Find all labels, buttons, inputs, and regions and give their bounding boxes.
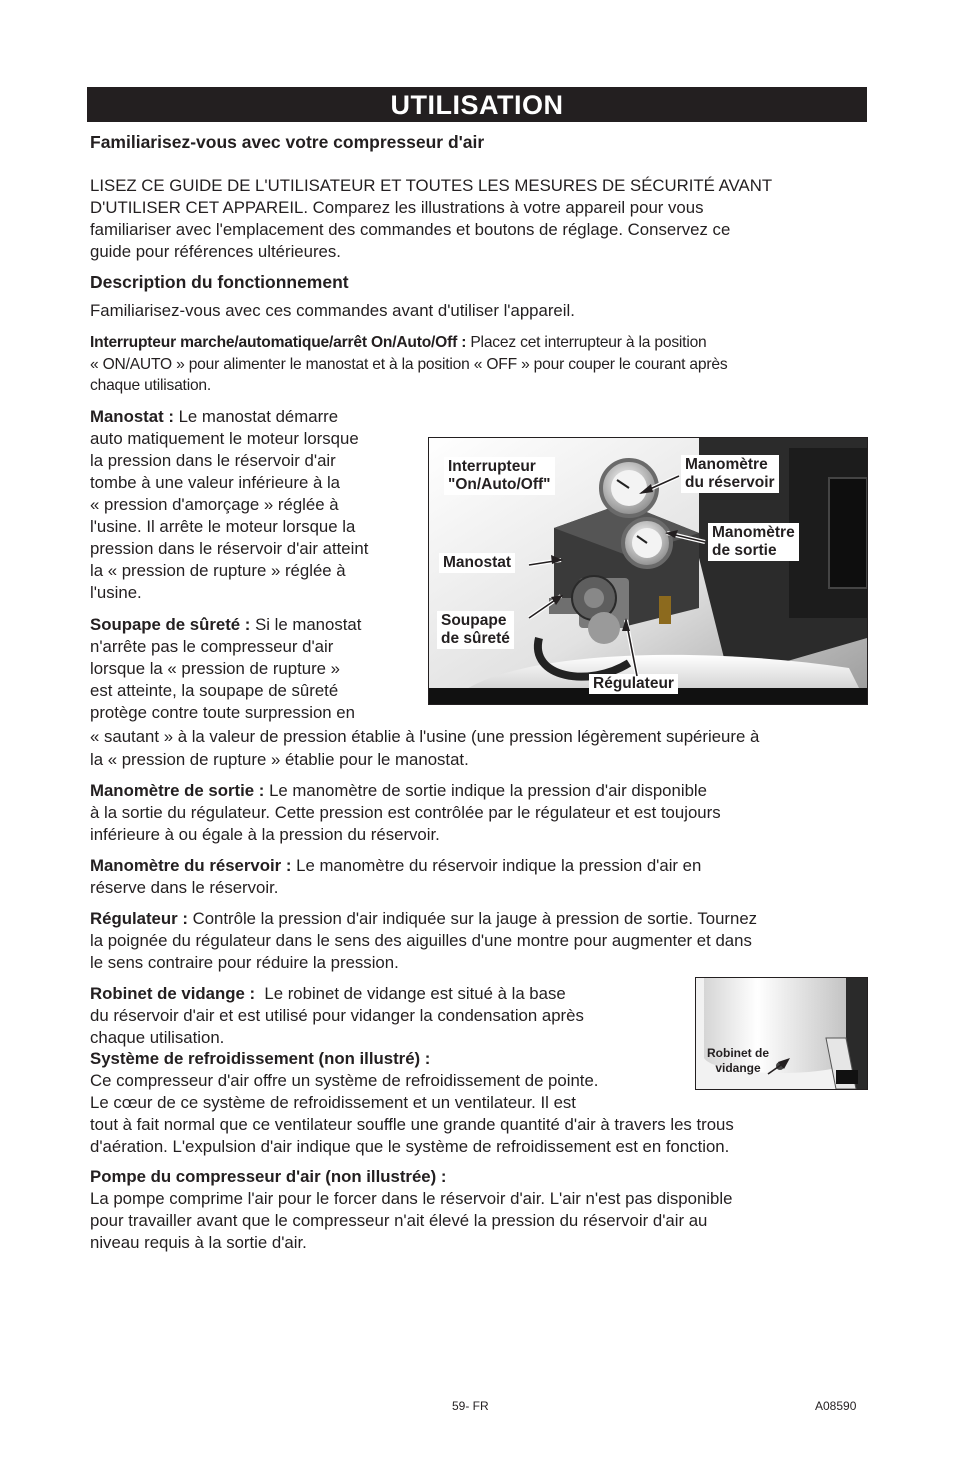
drain-valve-paragraph	[90, 983, 690, 1049]
compressor-controls-figure	[428, 437, 868, 705]
text-line: pour travailler avant que le compresseur n'ait élevé la pression du réservoir d'air au	[90, 1211, 708, 1230]
intro-paragraph	[90, 175, 772, 263]
callout-drain-valve: Robinet de vidange	[707, 1046, 769, 1075]
text-line: la poignée du régulateur dans le sens des aiguilles d'une montre pour augmenter et dans	[90, 931, 752, 950]
text-line: le sens contraire pour réduire la pression.	[90, 953, 399, 972]
outlet-gauge-paragraph	[90, 780, 721, 846]
text-line: Robinet de vidange : Le robinet de vidange est situé à la base	[90, 984, 566, 1003]
text-line: D'UTILISER CET APPAREIL. Comparez les illustrations à votre appareil pour vous	[90, 198, 704, 217]
section-heading-description: Description du fonctionnement	[90, 272, 349, 292]
pump-paragraph	[90, 1166, 732, 1254]
text-line: La pompe comprime l'air pour le forcer dans le réservoir d'air. L'air n'est pas disponible	[90, 1189, 733, 1208]
regulator-paragraph	[90, 908, 757, 974]
callout-manostat: Manostat	[439, 553, 515, 573]
text-line: auto matiquement le moteur lorsque	[90, 429, 359, 448]
text-line: est atteinte, la soupape de sûreté	[90, 681, 339, 700]
text-line: « pression d'amorçage » réglée à	[90, 495, 339, 514]
text-line: lorsque la « pression de rupture »	[90, 659, 341, 678]
callout-tank-gauge: Manomètre du réservoir	[681, 455, 779, 493]
text-line: niveau requis à la sortie d'air.	[90, 1233, 307, 1252]
text-line: Régulateur : Contrôle la pression d'air indiquée sur la jauge à pression de sortie. Tournez	[90, 909, 758, 928]
text-line: Ce compresseur d'air offre un système de refroidissement de pointe.	[90, 1071, 599, 1090]
section-heading-familiarize: Familiarisez-vous avec votre compresseur d'air	[90, 132, 485, 152]
switch-paragraph	[90, 332, 727, 397]
text-line: Interrupteur marche/automatique/arrêt On/Auto/Off : Placez cet interrupteur à la position	[90, 334, 707, 351]
text-line: tout à fait normal que ce ventilateur souffle une grande quantité d'air à travers les trous	[90, 1115, 734, 1134]
term-outlet-gauge: Manomètre de sortie :	[90, 781, 265, 800]
text-line	[90, 1166, 732, 1188]
term-safety-valve: Soupape de sûreté :	[90, 615, 251, 634]
drain-callout-arrow	[696, 978, 867, 1089]
page-number: 59- FR	[452, 1399, 489, 1413]
text-line: protège contre toute surpression en	[90, 703, 355, 722]
text-line: familiariser avec l'emplacement des commandes et boutons de réglage. Conservez ce	[90, 220, 731, 239]
callout-outlet-gauge: Manomètre de sortie	[708, 523, 799, 561]
text-line: « ON/AUTO » pour alimenter le manostat et à la position « OFF » pour couper le courant après	[90, 355, 728, 373]
page-title-banner	[87, 87, 867, 122]
text-line: « sautant » à la valeur de pression établie à l'usine (une pression légèrement supérieure à	[90, 727, 760, 746]
term-manostat: Manostat :	[90, 407, 174, 426]
term-pump: Pompe du compresseur d'air (non illustrée) :	[90, 1167, 447, 1186]
term-switch: Interrupteur marche/automatique/arrêt On/Auto/Off :	[90, 334, 467, 351]
term-cooling-system: Système de refroidissement (non illustré) :	[90, 1049, 431, 1068]
page-title: UTILISATION	[390, 90, 564, 120]
callout-arrows	[429, 438, 867, 704]
drain-valve-figure	[695, 977, 868, 1090]
text-line: guide pour références ultérieures.	[90, 242, 341, 261]
text-line: Soupape de sûreté : Si le manostat	[90, 615, 362, 634]
tank-gauge-paragraph	[90, 855, 701, 899]
callout-regulator: Régulateur	[589, 674, 678, 694]
text-line: réserve dans le réservoir.	[90, 878, 279, 897]
term-drain-valve: Robinet de vidange :	[90, 984, 256, 1003]
cooling-system-paragraph	[90, 1048, 690, 1114]
cooling-system-continued	[90, 1114, 734, 1158]
text-line: Manomètre du réservoir : Le manomètre du réservoir indique la pression d'air en	[90, 856, 702, 875]
text-line: chaque utilisation.	[90, 377, 212, 394]
text-line: l'usine.	[90, 583, 142, 602]
callout-switch: Interrupteur "On/Auto/Off"	[444, 457, 555, 495]
description-intro: Familiarisez-vous avec ces commandes avant d'utiliser l'appareil.	[90, 301, 575, 320]
text-line: inférieure à ou égale à la pression du réservoir.	[90, 825, 440, 844]
text-line: à la sortie du régulateur. Cette pression est contrôlée par le régulateur et est toujours	[90, 803, 721, 822]
text-line: pression dans le réservoir d'air atteint	[90, 539, 369, 558]
text-line: tombe à une valeur inférieure à la	[90, 473, 341, 492]
text-line: n'arrête pas le compresseur d'air	[90, 637, 334, 656]
text-line: Le cœur de ce système de refroidissement et un ventilateur. Il est	[90, 1093, 576, 1112]
term-tank-gauge: Manomètre du réservoir :	[90, 856, 292, 875]
text-line: la pression dans le réservoir d'air	[90, 451, 336, 470]
safety-valve-continued	[90, 725, 759, 771]
safety-valve-paragraph	[90, 614, 420, 724]
text-line: la « pression de rupture » établie pour le manostat.	[90, 750, 469, 769]
text-line: d'aération. L'expulsion d'air indique que le système de refroidissement est en fonction.	[90, 1137, 730, 1156]
text-line: Manostat : Le manostat démarre	[90, 407, 339, 426]
text-line: du réservoir d'air et est utilisé pour vidanger la condensation après	[90, 1006, 584, 1025]
text-line: l'usine. Il arrête le moteur lorsque la	[90, 517, 356, 536]
text-line: chaque utilisation.	[90, 1028, 225, 1047]
text-line	[90, 1048, 690, 1070]
text-line: Manomètre de sortie : Le manomètre de sortie indique la pression d'air disponible	[90, 781, 707, 800]
callout-safety-valve: Soupape de sûreté	[437, 611, 514, 649]
document-code: A08590	[815, 1399, 857, 1413]
text-line: LISEZ CE GUIDE DE L'UTILISATEUR ET TOUTES LES MESURES DE SÉCURITÉ AVANT	[90, 176, 773, 195]
manostat-paragraph	[90, 406, 420, 604]
text-line: la « pression de rupture » réglée à	[90, 561, 346, 580]
term-regulator: Régulateur :	[90, 909, 188, 928]
